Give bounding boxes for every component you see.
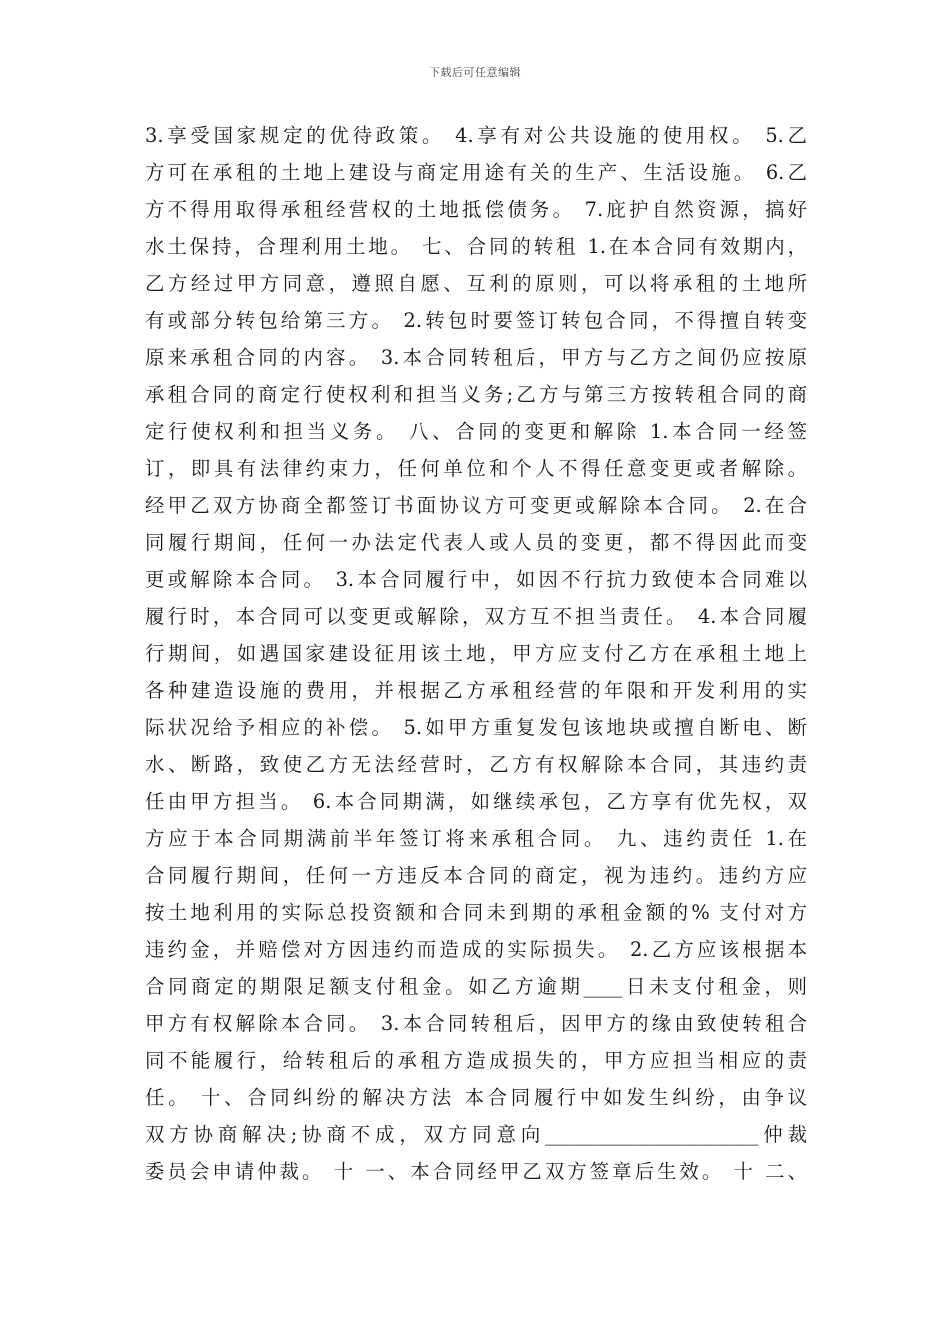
body-line: 违约金，并赔偿对方因违约而造成的实际损失。 2.乙方应该根据本 xyxy=(145,938,807,961)
body-line: 委员会申请仲裁。 十 一、本合同经甲乙双方签章后生效。 十 二、 xyxy=(145,1160,807,1183)
body-line: 方应于本合同期满前半年签订将来承租合同。 九、违约责任 1.在 xyxy=(145,827,807,850)
body-line: 更或解除本合同。 3.本合同履行中，如因不行抗力致使本合同难以 xyxy=(145,568,807,591)
body-line: 定行使权利和担当义务。 八、合同的变更和解除 1.本合同一经签 xyxy=(145,420,807,443)
body-line: 3.享受国家规定的优待政策。 4.享有对公共设施的使用权。 5.乙 xyxy=(145,124,807,147)
body-line: 双方协商解决;协商不成，双方同意向______________________仲裁 xyxy=(145,1123,807,1146)
body-line: 任由甲方担当。 6.本合同期满，如继续承包，乙方享有优先权，双 xyxy=(145,790,807,813)
body-line: 同不能履行，给转租后的承租方造成损失的，甲方应担当相应的责 xyxy=(145,1049,807,1072)
body-line: 合同商定的期限足额支付租金。如乙方逾期____日未支付租金，则 xyxy=(145,975,807,998)
body-line: 水、断路，致使乙方无法经营时，乙方有权解除本合同，其违约责 xyxy=(145,753,807,776)
body-line: 承租合同的商定行使权利和担当义务;乙方与第三方按转租合同的商 xyxy=(145,383,807,406)
body-line: 按土地利用的实际总投资额和合同未到期的承租金额的% 支付对方 xyxy=(145,901,807,924)
body-line: 订，即具有法律约束力，任何单位和个人不得任意变更或者解除。 xyxy=(145,457,807,480)
body-line: 水土保持，合理利用土地。 七、合同的转租 1.在本合同有效期内， xyxy=(145,235,807,258)
body-line: 行期间，如遇国家建设征用该土地，甲方应支付乙方在承租土地上 xyxy=(145,642,807,665)
page-header: 下载后可任意编辑 xyxy=(429,66,521,79)
body-line: 有或部分转包给第三方。 2.转包时要签订转包合同，不得擅自转变 xyxy=(145,309,807,332)
body-line: 经甲乙双方协商全都签订书面协议方可变更或解除本合同。 2.在合 xyxy=(145,494,807,517)
body-line: 合同履行期间，任何一方违反本合同的商定，视为违约。违约方应 xyxy=(145,864,807,887)
body-line: 方可在承租的土地上建设与商定用途有关的生产、生活设施。 6.乙 xyxy=(145,161,807,184)
body-line: 方不得用取得承租经营权的土地抵偿债务。 7.庇护自然资源，搞好 xyxy=(145,198,807,221)
body-line: 际状况给予相应的补偿。 5.如甲方重复发包该地块或擅自断电、断 xyxy=(145,716,807,739)
body-line: 乙方经过甲方同意，遵照自愿、互利的原则，可以将承租的土地所 xyxy=(145,272,807,295)
body-line: 各种建造设施的费用，并根据乙方承租经营的年限和开发利用的实 xyxy=(145,679,807,702)
body-line: 同履行期间，任何一办法定代表人或人员的变更，都不得因此而变 xyxy=(145,531,807,554)
document-body xyxy=(145,117,807,1190)
body-line: 甲方有权解除本合同。 3.本合同转租后，因甲方的缘由致使转租合 xyxy=(145,1012,807,1035)
body-line: 原来承租合同的内容。 3.本合同转租后，甲方与乙方之间仍应按原 xyxy=(145,346,807,369)
body-line: 任。 十、合同纠纷的解决方法 本合同履行中如发生纠纷，由争议 xyxy=(145,1086,807,1109)
body-line: 履行时，本合同可以变更或解除，双方互不担当责任。 4.本合同履 xyxy=(145,605,807,628)
